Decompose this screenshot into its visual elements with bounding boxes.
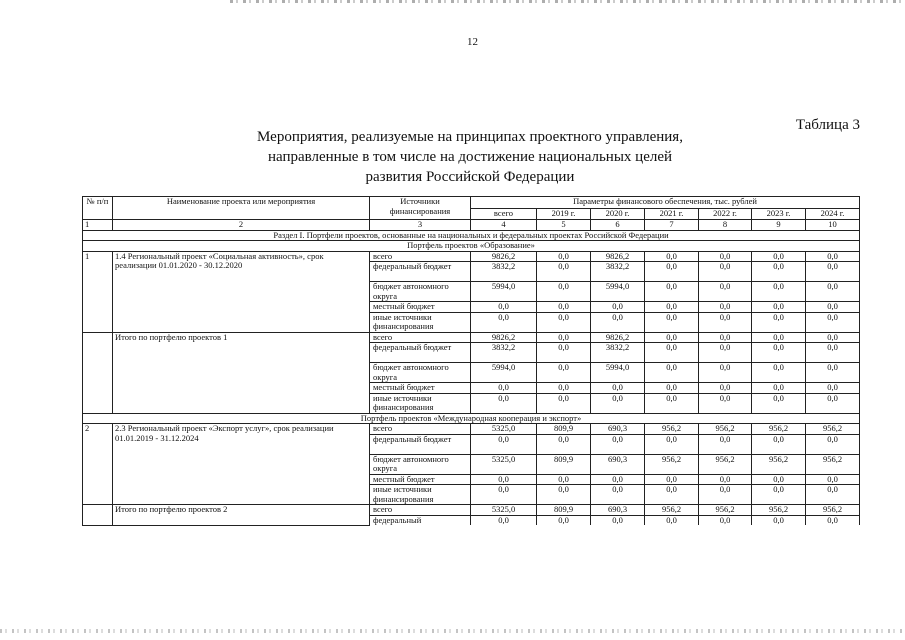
header-col-total: всего (471, 209, 537, 220)
value-cell: 0,0 (471, 312, 537, 332)
value-cell: 0,0 (752, 332, 806, 343)
value-cell: 0,0 (645, 251, 699, 262)
value-cell: 0,0 (645, 343, 699, 363)
value-cell: 5994,0 (471, 363, 537, 383)
header-params: Параметры финансового обеспечения, тыс. рублей (471, 197, 860, 209)
value-cell: 0,0 (699, 332, 752, 343)
source-federal: федеральный бюджет (370, 343, 471, 363)
value-cell: 0,0 (591, 383, 645, 394)
value-cell: 0,0 (471, 434, 537, 454)
value-cell: 0,0 (471, 485, 537, 505)
source-other: иные источники финансирования (370, 393, 471, 413)
table-row (83, 424, 860, 435)
source-local: местный бюджет (370, 302, 471, 313)
title-line-3: развития Российской Федерации (365, 169, 575, 185)
header-sources: Источники финансирования (370, 197, 471, 220)
value-cell: 5994,0 (471, 282, 537, 302)
col-number: 1 (83, 220, 113, 231)
value-cell: 0,0 (752, 515, 806, 525)
value-cell: 0,0 (699, 485, 752, 505)
value-cell: 0,0 (591, 302, 645, 313)
value-cell: 809,9 (537, 505, 591, 516)
value-cell: 3832,2 (471, 343, 537, 363)
header-name: Наименование проекта или мероприятия (113, 197, 370, 220)
value-cell: 0,0 (645, 282, 699, 302)
source-total: всего (370, 251, 471, 262)
value-cell: 9826,2 (471, 332, 537, 343)
value-cell: 0,0 (699, 312, 752, 332)
value-cell: 9826,2 (591, 332, 645, 343)
source-local: местный бюджет (370, 383, 471, 394)
value-cell: 956,2 (645, 454, 699, 474)
row-number: 1 (83, 251, 113, 332)
value-cell: 0,0 (537, 434, 591, 454)
value-cell: 0,0 (699, 383, 752, 394)
value-cell: 5994,0 (591, 282, 645, 302)
value-cell: 0,0 (752, 393, 806, 413)
value-cell: 0,0 (537, 393, 591, 413)
col-number: 8 (699, 220, 752, 231)
value-cell: 956,2 (699, 424, 752, 435)
project-name: Итого по портфелю проектов 1 (113, 332, 370, 413)
portfolio-title: Портфель проектов «Образование» (83, 241, 860, 252)
value-cell: 0,0 (699, 302, 752, 313)
value-cell: 0,0 (645, 312, 699, 332)
value-cell: 5994,0 (591, 363, 645, 383)
value-cell: 9826,2 (591, 251, 645, 262)
header-num: № п/п (83, 197, 113, 220)
value-cell: 0,0 (699, 474, 752, 485)
value-cell: 956,2 (806, 424, 860, 435)
portfolio-title: Портфель проектов «Международная кооперация и экспорт» (83, 413, 860, 424)
source-other: иные источники финансирования (370, 312, 471, 332)
value-cell: 0,0 (645, 434, 699, 454)
value-cell: 0,0 (699, 343, 752, 363)
value-cell: 956,2 (806, 505, 860, 516)
value-cell: 0,0 (591, 474, 645, 485)
value-cell: 0,0 (471, 383, 537, 394)
col-number: 7 (645, 220, 699, 231)
section-title: Раздел I. Портфели проектов, основанные на национальных и федеральных проектах Российской Федерации (83, 230, 860, 241)
value-cell: 0,0 (806, 383, 860, 394)
value-cell: 0,0 (471, 474, 537, 485)
value-cell: 0,0 (806, 363, 860, 383)
value-cell: 0,0 (699, 515, 752, 525)
table-row (83, 505, 860, 516)
value-cell: 3832,2 (591, 343, 645, 363)
project-name: Итого по портфелю проектов 2 (113, 505, 370, 526)
value-cell: 0,0 (806, 474, 860, 485)
source-federal: федеральный бюджет (370, 434, 471, 454)
source-autonomous: бюджет автономного округа (370, 363, 471, 383)
table-label: Таблица 3 (795, 117, 860, 133)
value-cell: 0,0 (537, 332, 591, 343)
value-cell: 0,0 (537, 262, 591, 282)
value-cell: 956,2 (752, 505, 806, 516)
value-cell: 0,0 (806, 515, 860, 525)
scan-artifact-bottom (0, 629, 905, 633)
value-cell: 0,0 (645, 515, 699, 525)
value-cell: 0,0 (537, 485, 591, 505)
value-cell: 0,0 (645, 474, 699, 485)
value-cell: 0,0 (752, 474, 806, 485)
value-cell: 0,0 (699, 363, 752, 383)
value-cell: 0,0 (537, 363, 591, 383)
value-cell: 5325,0 (471, 505, 537, 516)
value-cell: 0,0 (591, 515, 645, 525)
project-name: 2.3 Региональный проект «Экспорт услуг», срок реализации 01.01.2019 - 31.12.2024 (113, 424, 370, 505)
page-number: 12 (467, 36, 478, 48)
value-cell: 0,0 (645, 393, 699, 413)
row-number (83, 505, 113, 526)
value-cell: 3832,2 (591, 262, 645, 282)
header-col-2021: 2021 г. (645, 209, 699, 220)
col-number: 3 (370, 220, 471, 231)
financing-table (82, 196, 860, 526)
value-cell: 0,0 (591, 434, 645, 454)
scan-artifact-top (230, 0, 905, 3)
header-col-2019: 2019 г. (537, 209, 591, 220)
value-cell: 0,0 (806, 332, 860, 343)
row-number (83, 332, 113, 413)
value-cell: 956,2 (752, 454, 806, 474)
title-line-2: направленные в том числе на достижение национальных целей (267, 149, 673, 165)
value-cell: 690,3 (591, 454, 645, 474)
value-cell: 956,2 (699, 505, 752, 516)
col-number: 2 (113, 220, 370, 231)
value-cell: 0,0 (752, 363, 806, 383)
value-cell: 0,0 (645, 485, 699, 505)
value-cell: 0,0 (537, 282, 591, 302)
value-cell: 0,0 (537, 515, 591, 525)
source-other: иные источники финансирования (370, 485, 471, 505)
value-cell: 956,2 (699, 454, 752, 474)
value-cell: 0,0 (645, 332, 699, 343)
value-cell: 0,0 (806, 343, 860, 363)
portfolio-row (83, 413, 860, 424)
value-cell: 0,0 (752, 485, 806, 505)
value-cell: 0,0 (591, 393, 645, 413)
value-cell: 0,0 (752, 282, 806, 302)
value-cell: 0,0 (699, 262, 752, 282)
value-cell: 0,0 (645, 383, 699, 394)
source-local: местный бюджет (370, 474, 471, 485)
value-cell: 690,3 (591, 424, 645, 435)
value-cell: 0,0 (699, 251, 752, 262)
source-total: всего (370, 332, 471, 343)
row-number: 2 (83, 424, 113, 505)
value-cell: 0,0 (806, 312, 860, 332)
header-col-2024: 2024 г. (806, 209, 860, 220)
value-cell: 0,0 (537, 312, 591, 332)
value-cell: 3832,2 (471, 262, 537, 282)
value-cell: 0,0 (806, 434, 860, 454)
col-number: 10 (806, 220, 860, 231)
source-autonomous: бюджет автономного округа (370, 454, 471, 474)
value-cell: 0,0 (699, 434, 752, 454)
header-col-2020: 2020 г. (591, 209, 645, 220)
value-cell: 0,0 (806, 282, 860, 302)
value-cell: 0,0 (471, 515, 537, 525)
value-cell: 0,0 (752, 312, 806, 332)
title-line-1: Мероприятия, реализуемые на принципах проектного управления, (257, 129, 683, 145)
value-cell: 0,0 (537, 302, 591, 313)
value-cell: 0,0 (645, 302, 699, 313)
source-total: всего (370, 424, 471, 435)
col-number: 6 (591, 220, 645, 231)
header-col-2023: 2023 г. (752, 209, 806, 220)
section-row (83, 230, 860, 241)
value-cell: 0,0 (645, 262, 699, 282)
source-federal: федеральный бюджет (370, 262, 471, 282)
value-cell: 0,0 (752, 302, 806, 313)
value-cell: 0,0 (537, 251, 591, 262)
column-numbers-row (83, 220, 860, 231)
value-cell: 690,3 (591, 505, 645, 516)
source-federal: федеральный (370, 515, 471, 525)
value-cell: 956,2 (645, 505, 699, 516)
value-cell: 0,0 (699, 282, 752, 302)
value-cell: 9826,2 (471, 251, 537, 262)
col-number: 5 (537, 220, 591, 231)
value-cell: 0,0 (752, 251, 806, 262)
value-cell: 0,0 (752, 434, 806, 454)
portfolio-row (83, 241, 860, 252)
value-cell: 0,0 (591, 485, 645, 505)
header-row (83, 197, 860, 209)
header-col-2022: 2022 г. (699, 209, 752, 220)
col-number: 9 (752, 220, 806, 231)
value-cell: 0,0 (699, 393, 752, 413)
value-cell: 0,0 (806, 393, 860, 413)
value-cell: 0,0 (806, 485, 860, 505)
source-autonomous: бюджет автономного округа (370, 282, 471, 302)
value-cell: 0,0 (752, 343, 806, 363)
value-cell: 0,0 (537, 474, 591, 485)
value-cell: 0,0 (752, 383, 806, 394)
value-cell: 5325,0 (471, 454, 537, 474)
table-row (83, 251, 860, 262)
source-total: всего (370, 505, 471, 516)
value-cell: 956,2 (806, 454, 860, 474)
value-cell: 0,0 (806, 262, 860, 282)
value-cell: 956,2 (645, 424, 699, 435)
value-cell: 0,0 (471, 302, 537, 313)
document-title (215, 127, 725, 187)
value-cell: 0,0 (645, 363, 699, 383)
col-number: 4 (471, 220, 537, 231)
value-cell: 956,2 (752, 424, 806, 435)
value-cell: 0,0 (752, 262, 806, 282)
value-cell: 0,0 (471, 393, 537, 413)
table-row (83, 332, 860, 343)
value-cell: 809,9 (537, 424, 591, 435)
value-cell: 0,0 (537, 383, 591, 394)
value-cell: 0,0 (537, 343, 591, 363)
value-cell: 0,0 (591, 312, 645, 332)
value-cell: 809,9 (537, 454, 591, 474)
value-cell: 0,0 (806, 302, 860, 313)
project-name: 1.4 Региональный проект «Социальная активность», срок реализации 01.01.2020 - 30.12.2020 (113, 251, 370, 332)
value-cell: 5325,0 (471, 424, 537, 435)
value-cell: 0,0 (806, 251, 860, 262)
